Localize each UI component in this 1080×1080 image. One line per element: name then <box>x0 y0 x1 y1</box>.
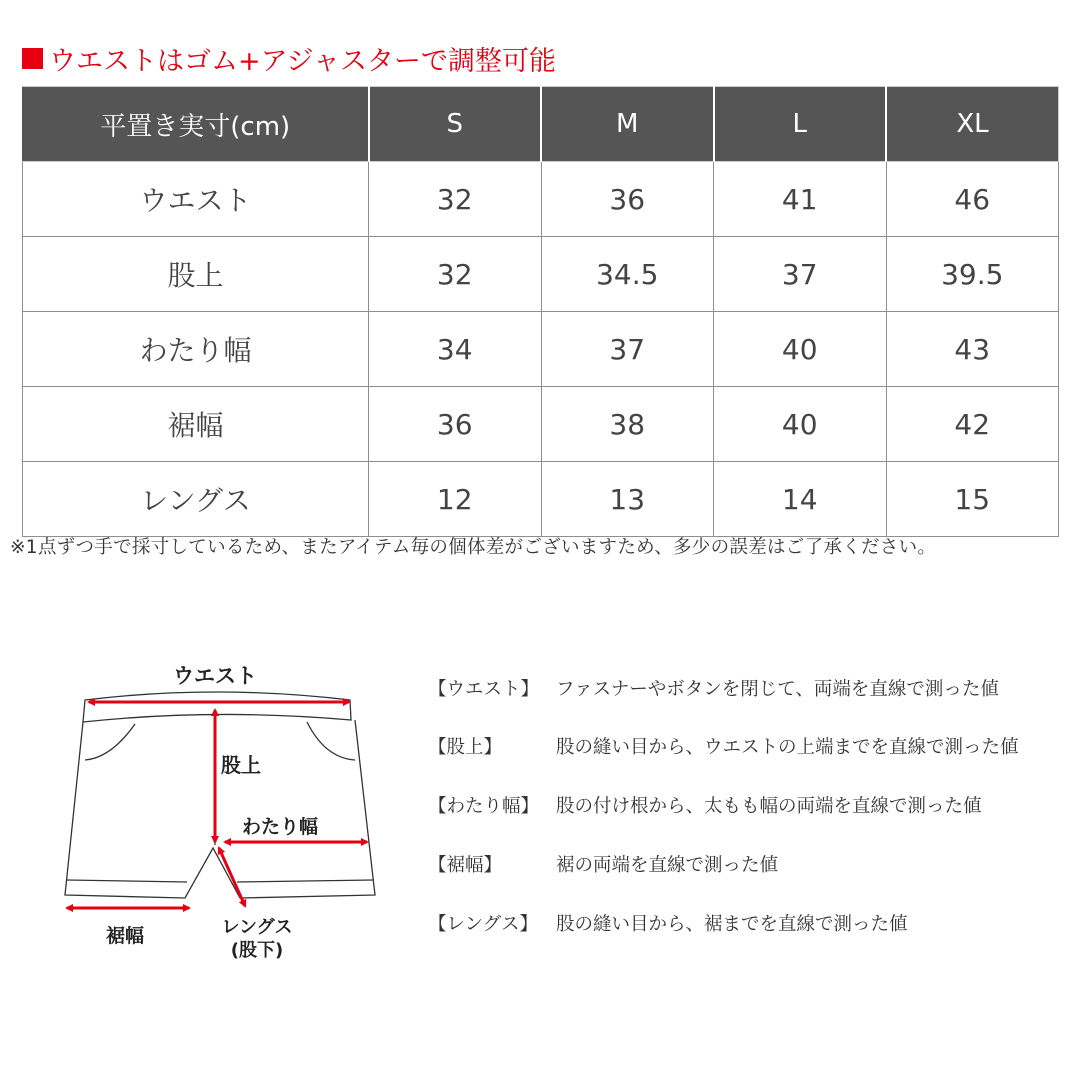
header-cell: 平置き実寸(cm) <box>23 87 369 162</box>
header-cell: XL <box>886 87 1059 162</box>
table-cell: 32 <box>369 237 542 312</box>
heading-text: ウエストはゴム+アジャスターで調整可能 <box>49 45 557 77</box>
table-cell: 12 <box>369 462 542 537</box>
definition-term: 【股上】 <box>428 737 503 758</box>
table-row <box>23 237 1059 312</box>
section-heading <box>22 38 556 78</box>
definition-term: 【わたり幅】 <box>428 796 540 817</box>
shorts-outline <box>65 692 375 898</box>
row-label: 股上 <box>23 237 369 312</box>
definition-term: 【ウエスト】 <box>428 679 540 700</box>
length-sub-label: (股下) <box>230 940 284 961</box>
table-cell: 42 <box>886 387 1059 462</box>
table-cell: 40 <box>714 312 887 387</box>
measurement-note: ※1点ずつ手で採寸しているため、またアイテム毎の個体差がございますため、多少の誤差はご了承ください。 <box>10 537 937 558</box>
table-cell: 13 <box>541 462 714 537</box>
definition-term: 【レングス】 <box>428 914 538 935</box>
table-row <box>23 312 1059 387</box>
table-cell: 46 <box>886 162 1059 237</box>
red-square-icon <box>22 48 43 69</box>
definition-desc: 股の縫い目から、ウエストの上端までを直線で測った値 <box>556 737 1019 758</box>
header-cell: M <box>541 87 714 162</box>
table-row <box>23 387 1059 462</box>
row-label: わたり幅 <box>23 312 369 387</box>
table-row <box>23 462 1059 537</box>
definition-desc: ファスナーやボタンを閉じて、両端を直線で測った値 <box>556 679 999 700</box>
table-cell: 37 <box>714 237 887 312</box>
table-cell: 32 <box>369 162 542 237</box>
waist-label: ウエスト <box>173 664 257 688</box>
definition-desc: 裾の両端を直線で測った値 <box>556 855 779 876</box>
measurement-arrows <box>67 702 367 908</box>
table-cell: 34.5 <box>541 237 714 312</box>
table-cell: 14 <box>714 462 887 537</box>
header-cell: S <box>369 87 542 162</box>
hem-label: 裾幅 <box>105 925 145 947</box>
size-table <box>22 86 1059 537</box>
table-cell: 15 <box>886 462 1059 537</box>
shorts-diagram <box>55 650 385 970</box>
table-cell: 39.5 <box>886 237 1059 312</box>
table-cell: 38 <box>541 387 714 462</box>
definition-desc: 股の縫い目から、裾までを直線で測った値 <box>556 914 908 935</box>
row-label: レングス <box>23 462 369 537</box>
rise-label: 股上 <box>221 753 261 777</box>
table-header-row <box>23 87 1059 162</box>
table-cell: 36 <box>541 162 714 237</box>
row-label: ウエスト <box>23 162 369 237</box>
header-cell: L <box>714 87 887 162</box>
definition-term: 【裾幅】 <box>428 855 503 876</box>
thigh-label: わたり幅 <box>241 816 319 838</box>
table-cell: 36 <box>369 387 542 462</box>
table-cell: 34 <box>369 312 542 387</box>
table-cell: 40 <box>714 387 887 462</box>
table-cell: 41 <box>714 162 887 237</box>
definition-desc: 股の付け根から、太もも幅の両端を直線で測った値 <box>556 796 982 817</box>
table-cell: 37 <box>541 312 714 387</box>
length-label: レングス <box>221 917 293 938</box>
table-row <box>23 162 1059 237</box>
table-cell: 43 <box>886 312 1059 387</box>
row-label: 裾幅 <box>23 387 369 462</box>
